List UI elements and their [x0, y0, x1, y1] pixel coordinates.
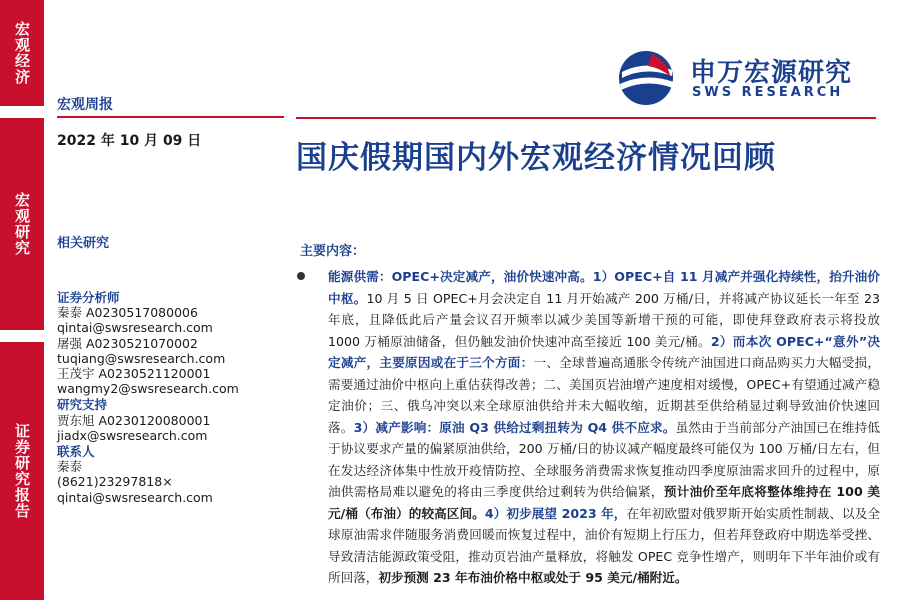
bullet-dot-icon	[297, 272, 305, 280]
analyst-email[interactable]: qintai@swsresearch.com	[57, 320, 213, 336]
title-divider	[296, 117, 876, 119]
body-text: 在年初欧盟对俄罗斯开始实质性制裁、以及全球原油需求伴随服务消费回暖而恢复过程中，油价有短期上行压力，但若拜登政府中期选举受挫、导致清洁能源政策受阻，推动页岩油产量释放，将触发 OPEC 竞争性增产，则明年下半年油价或有所回落，	[328, 505, 880, 585]
contact-email[interactable]: qintai@swsresearch.com	[57, 489, 213, 505]
body-lead: 3）减产影响：原油 Q3 供给过剩扭转为 Q4 供不应求。	[353, 419, 676, 435]
logo-chinese-name: 申万宏源研究	[690, 58, 853, 88]
report-date: 2022 年 10 月 09 日	[57, 133, 202, 149]
related-research-heading: 相关研究	[57, 236, 110, 251]
body-text: 一、全球普遍高通胀令传统产油国进口商品购买力大幅受损，需要通过油价中枢向上重估获得改善；二、美国页岩油增产速度相对缓慢，OPEC+有望通过减产稳定油价；三、俄乌冲突以来全球原油供给并未大幅收缩，近期甚至供给稍显过剩导致油价快速回落。	[328, 355, 881, 435]
logo-english-name: SWS RESEARCH	[692, 85, 844, 100]
analysts-heading: 证券分析师	[57, 290, 120, 305]
body-emphasis: 初步预测 23 年布油价格中枢或处于 95 美元/桶附近。	[378, 570, 688, 585]
analyst-email[interactable]: tuqiang@swsresearch.com	[57, 350, 226, 366]
body-lead: 2）而本次 OPEC+“意外”决定减产，主要原因或在于三个方面：	[328, 333, 880, 370]
sws-logo	[612, 48, 872, 108]
contact-phone: (8621)23297818×	[57, 474, 173, 490]
side-tag-bar	[0, 0, 44, 600]
side-tag-macro-research: 宏观研究	[0, 118, 44, 330]
contact-name: 秦泰	[57, 459, 83, 475]
analyst-block	[57, 290, 287, 505]
support-line: 贾东旭 A0230120080001	[57, 412, 211, 428]
main-content-heading: 主要内容：	[300, 244, 366, 259]
body-text: 10 月 5 日 OPEC+月会决定自 11 月开始减产 200 万桶/日，并将减产协议延长一年至 23 年底，且降低此后产量会议召开频率以减少美国等新增干预的可能，即使拜登政府表示将投放 1000 万桶原油储备，但仍触发油价快速冲高至接近 100 美元/桶。	[328, 290, 880, 349]
body-lead: 能源供需：OPEC+决定减产，油价快速冲高。1）OPEC+自 11 月减产并强化持续性，抬升油价中枢。	[328, 269, 880, 306]
analyst-line: 秦泰 A0230517080006	[57, 305, 198, 321]
support-email[interactable]: jiadx@swsresearch.com	[57, 427, 208, 443]
sidebar-divider	[57, 116, 284, 118]
body-lead: 4）初步展望 2023 年，	[484, 505, 627, 521]
analyst-email[interactable]: wangmy2@swsresearch.com	[57, 381, 239, 397]
body-text: 虽然由于当前部分产油国已在维持低于协议要求产量的偏紧原油供给，200 万桶/日的协议减产幅度最终可能仅为 100 万桶/日左右，但在发达经济体集中性放开疫情防控、全球服务消费需求恢复推动四季度原油需求回升的过程中，原油供需格局难以避免的将由三季度供给过剩转为供给偏紧，	[328, 419, 881, 499]
report-body	[328, 266, 880, 589]
report-type: 宏观周报	[57, 97, 113, 113]
side-tag-macro-economy: 宏观经济	[0, 0, 44, 106]
sws-logo-icon	[612, 48, 682, 108]
body-emphasis: 预计油价至年底将整体维持在 100 美元/桶（布油）的较高区间。	[328, 484, 881, 521]
contact-heading: 联系人	[57, 444, 95, 460]
support-heading: 研究支持	[57, 397, 108, 413]
report-title: 国庆假期国内外宏观经济情况回顾	[296, 140, 776, 176]
analyst-line: 王茂宇 A0230521120001	[57, 366, 211, 382]
side-tag-securities-report: 证券研究报告	[0, 342, 44, 600]
analyst-line: 屠强 A0230521070002	[57, 335, 198, 351]
